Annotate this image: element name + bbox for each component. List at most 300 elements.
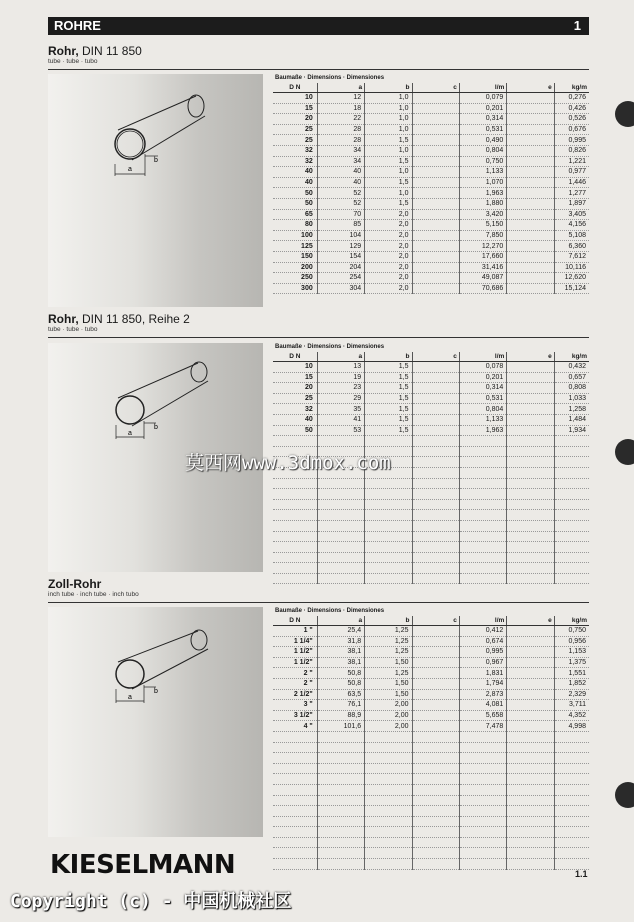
label-b: b — [154, 424, 158, 431]
table-cell — [507, 209, 554, 220]
table-row — [273, 859, 589, 870]
table-cell: 63,5 — [317, 689, 364, 700]
table-cell: 85 — [317, 220, 364, 231]
table-cell: 0,967 — [459, 657, 506, 668]
table-cell: 0,750 — [554, 626, 589, 637]
table-cell: 0,995 — [554, 135, 589, 146]
table-row — [273, 436, 589, 447]
table-cell: 2,00 — [365, 700, 412, 711]
table-cell: 49,087 — [459, 273, 506, 284]
table-cell — [412, 404, 459, 415]
section-din11850 — [48, 44, 589, 65]
table-cell — [507, 383, 554, 394]
table-cell: 88,9 — [317, 710, 364, 721]
table-cell: 0,078 — [459, 362, 506, 373]
table-cell — [554, 795, 589, 806]
table-cell: 104 — [317, 230, 364, 241]
table-cell: 3 1/2" — [273, 710, 317, 721]
table-cell — [273, 489, 317, 500]
table-cell — [459, 542, 506, 553]
table-cell — [554, 446, 589, 457]
table-cell — [317, 837, 364, 848]
table-cell: 12,620 — [554, 273, 589, 284]
table-cell — [273, 742, 317, 753]
table-cell: 13 — [317, 362, 364, 373]
page-number: 1 — [573, 18, 581, 33]
table-cell: 200 — [273, 262, 317, 273]
table-cell: 53 — [317, 425, 364, 436]
table-cell — [507, 467, 554, 478]
table-cell — [507, 647, 554, 658]
table-cell — [507, 806, 554, 817]
table-cell — [365, 795, 412, 806]
table-cell: 18 — [317, 103, 364, 114]
table-cell — [273, 542, 317, 553]
table-cell: 1,963 — [459, 188, 506, 199]
table-cell: 250 — [273, 273, 317, 284]
table-row — [273, 626, 589, 637]
table-cell — [507, 446, 554, 457]
table-cell — [317, 859, 364, 870]
column-header: e — [507, 616, 554, 626]
table-cell: 50 — [273, 188, 317, 199]
table-cell: 0,750 — [459, 156, 506, 167]
table-cell: 50 — [273, 425, 317, 436]
table-cell — [507, 393, 554, 404]
table-row — [273, 393, 589, 404]
table-cell — [365, 552, 412, 563]
table-row — [273, 816, 589, 827]
table-cell — [365, 848, 412, 859]
table-row — [273, 774, 589, 785]
table-cell: 70,686 — [459, 283, 506, 294]
table-cell — [507, 177, 554, 188]
table-cell — [507, 124, 554, 135]
table-cell — [273, 520, 317, 531]
table-cell — [507, 774, 554, 785]
divider — [48, 602, 589, 603]
column-header: c — [412, 83, 459, 93]
table-cell: 15 — [273, 103, 317, 114]
table-cell — [317, 784, 364, 795]
table-cell — [273, 784, 317, 795]
table-cell: 32 — [273, 404, 317, 415]
table-row — [273, 383, 589, 394]
table-cell: 10,116 — [554, 262, 589, 273]
table-row — [273, 188, 589, 199]
table-cell: 10 — [273, 93, 317, 104]
table-cell — [507, 657, 554, 668]
column-header: b — [365, 616, 412, 626]
table-cell — [273, 531, 317, 542]
table-cell — [412, 742, 459, 753]
table-cell: 40 — [317, 167, 364, 178]
table-cell — [412, 124, 459, 135]
table-cell: 25 — [273, 393, 317, 404]
table-row — [273, 731, 589, 742]
table-cell — [412, 103, 459, 114]
table-cell: 4 " — [273, 721, 317, 732]
table-cell — [273, 499, 317, 510]
table-row — [273, 827, 589, 838]
table-cell: 1 1/2" — [273, 647, 317, 658]
table-cell: 1,0 — [365, 103, 412, 114]
divider — [48, 337, 589, 338]
column-header: e — [507, 352, 554, 362]
table-cell — [412, 563, 459, 574]
table-cell — [459, 520, 506, 531]
table-row — [273, 93, 589, 104]
table-cell: 0,201 — [459, 372, 506, 383]
table-cell — [412, 436, 459, 447]
column-header: a — [317, 83, 364, 93]
table-cell — [507, 678, 554, 689]
table-cell — [273, 753, 317, 764]
table-cell: 25 — [273, 124, 317, 135]
label-a: a — [128, 430, 132, 437]
table-row — [273, 273, 589, 284]
table-cell: 129 — [317, 241, 364, 252]
table-cell — [412, 636, 459, 647]
table-cell — [507, 145, 554, 156]
column-header: kg/m — [554, 83, 589, 93]
table-cell: 1,5 — [365, 156, 412, 167]
table-cell: 1,794 — [459, 678, 506, 689]
table-cell: 65 — [273, 209, 317, 220]
table-cell: 1,5 — [365, 425, 412, 436]
table-cell — [412, 262, 459, 273]
punch-hole — [615, 101, 634, 127]
table-cell — [554, 774, 589, 785]
table-cell: 1,153 — [554, 647, 589, 658]
table-cell: 5,108 — [554, 230, 589, 241]
table-row — [273, 795, 589, 806]
table-cell: 1,258 — [554, 404, 589, 415]
table-cell — [554, 510, 589, 521]
column-header: D N — [273, 83, 317, 93]
table-cell: 204 — [317, 262, 364, 273]
table-cell: 100 — [273, 230, 317, 241]
table-cell — [507, 542, 554, 553]
table-row — [273, 478, 589, 489]
table-cell: 7,850 — [459, 230, 506, 241]
table-cell — [365, 478, 412, 489]
table-cell — [507, 816, 554, 827]
table-cell — [365, 499, 412, 510]
table-row — [273, 520, 589, 531]
table-cell: 1,5 — [365, 393, 412, 404]
table-cell: 3,420 — [459, 209, 506, 220]
table-cell: 2,0 — [365, 273, 412, 284]
table-cell — [507, 710, 554, 721]
table-cell — [365, 816, 412, 827]
table-row — [273, 784, 589, 795]
table-row — [273, 563, 589, 574]
table-cell — [554, 520, 589, 531]
table-cell — [317, 552, 364, 563]
table-cell: 32 — [273, 145, 317, 156]
table-cell — [317, 774, 364, 785]
table-cell — [412, 816, 459, 827]
table-cell — [507, 837, 554, 848]
table-cell — [412, 531, 459, 542]
table-cell — [459, 531, 506, 542]
table-cell — [554, 763, 589, 774]
table-cell — [317, 753, 364, 764]
table-cell — [317, 563, 364, 574]
table-cell — [412, 457, 459, 468]
table-row — [273, 124, 589, 135]
table-cell: 150 — [273, 251, 317, 262]
table-cell: 52 — [317, 198, 364, 209]
table-cell — [507, 362, 554, 373]
table-cell: 2 1/2" — [273, 689, 317, 700]
table-cell — [459, 763, 506, 774]
table-row — [273, 499, 589, 510]
table-cell: 40 — [317, 177, 364, 188]
table-cell: 1,133 — [459, 414, 506, 425]
table-cell: 80 — [273, 220, 317, 231]
table-row — [273, 220, 589, 231]
table-row — [273, 763, 589, 774]
table-cell — [459, 457, 506, 468]
table-cell: 1,5 — [365, 362, 412, 373]
table-cell — [554, 859, 589, 870]
table-cell — [412, 177, 459, 188]
table-cell — [507, 626, 554, 637]
table-cell — [412, 467, 459, 478]
table-cell — [317, 499, 364, 510]
table-cell: 2,0 — [365, 209, 412, 220]
table-cell — [554, 827, 589, 838]
table-cell — [412, 647, 459, 658]
table-cell — [317, 510, 364, 521]
table-cell — [273, 763, 317, 774]
table-cell: 50 — [273, 198, 317, 209]
table-cell — [507, 763, 554, 774]
section-title: Rohr, DIN 11 850, Reihe 2 — [48, 312, 190, 326]
table-row — [273, 510, 589, 521]
table-cell — [507, 848, 554, 859]
table-cell — [507, 510, 554, 521]
table-cell: 0,804 — [459, 404, 506, 415]
table-row — [273, 251, 589, 262]
table-cell — [554, 552, 589, 563]
table-cell — [459, 774, 506, 785]
table-cell: 1,0 — [365, 114, 412, 125]
table-cell: 15 — [273, 372, 317, 383]
table-cell — [412, 520, 459, 531]
table-cell: 1,50 — [365, 678, 412, 689]
table-cell: 2 " — [273, 678, 317, 689]
column-header: D N — [273, 616, 317, 626]
table-cell — [317, 478, 364, 489]
table-row — [273, 425, 589, 436]
table-cell — [365, 520, 412, 531]
table-row — [273, 230, 589, 241]
table-cell — [317, 731, 364, 742]
table-cell: 1,963 — [459, 425, 506, 436]
table-row — [273, 198, 589, 209]
table-cell — [507, 251, 554, 262]
tube-drawing — [48, 607, 263, 837]
table-cell — [273, 816, 317, 827]
table-cell: 28 — [317, 124, 364, 135]
table-row — [273, 489, 589, 500]
column-header: kg/m — [554, 616, 589, 626]
table-cell — [507, 668, 554, 679]
column-header: b — [365, 352, 412, 362]
table-row — [273, 753, 589, 764]
divider — [48, 69, 589, 70]
table-cell — [273, 731, 317, 742]
table-cell: 0,995 — [459, 647, 506, 658]
table-cell — [507, 425, 554, 436]
table-cell — [554, 531, 589, 542]
table-cell: 1,0 — [365, 93, 412, 104]
page-title: ROHRE — [54, 18, 101, 33]
table-cell — [412, 93, 459, 104]
table-cell — [365, 784, 412, 795]
table-cell — [459, 489, 506, 500]
table-cell — [554, 489, 589, 500]
table-cell: 2,0 — [365, 230, 412, 241]
table-cell — [554, 563, 589, 574]
table-cell: 1,033 — [554, 393, 589, 404]
table-cell — [365, 731, 412, 742]
table-cell: 1,484 — [554, 414, 589, 425]
table-cell — [507, 689, 554, 700]
table-cell — [412, 710, 459, 721]
table-cell — [412, 156, 459, 167]
table-cell — [412, 489, 459, 500]
table-cell — [554, 784, 589, 795]
table-cell — [412, 499, 459, 510]
table-cell: 304 — [317, 283, 364, 294]
table-cell: 2,873 — [459, 689, 506, 700]
table-cell — [317, 542, 364, 553]
table-cell — [554, 436, 589, 447]
table-cell: 1,133 — [459, 167, 506, 178]
table-row — [273, 710, 589, 721]
table-cell: 40 — [273, 414, 317, 425]
table-cell: 1,5 — [365, 198, 412, 209]
table-cell: 1,831 — [459, 668, 506, 679]
column-header: l/m — [459, 616, 506, 626]
table-row — [273, 806, 589, 817]
table-row — [273, 848, 589, 859]
table-cell — [273, 837, 317, 848]
table-cell — [459, 837, 506, 848]
table-cell — [273, 478, 317, 489]
table-row — [273, 414, 589, 425]
table-cell — [412, 542, 459, 553]
table-row — [273, 404, 589, 415]
table-cell: 0,276 — [554, 93, 589, 104]
table-cell — [365, 753, 412, 764]
table-cell — [273, 827, 317, 838]
table-cell — [365, 436, 412, 447]
table-cell: 1,375 — [554, 657, 589, 668]
table-cell — [459, 446, 506, 457]
table-cell — [507, 188, 554, 199]
table-cell: 3,405 — [554, 209, 589, 220]
section-title: Rohr, DIN 11 850 — [48, 44, 142, 58]
table-cell — [507, 731, 554, 742]
table-cell — [412, 763, 459, 774]
label-a: a — [128, 694, 132, 701]
table-cell — [507, 489, 554, 500]
table-cell — [273, 848, 317, 859]
table-cell: 32 — [273, 156, 317, 167]
table-cell — [412, 198, 459, 209]
table-cell: 254 — [317, 273, 364, 284]
table-row — [273, 657, 589, 668]
table-row — [273, 262, 589, 273]
footer-page-number: 1.1 — [575, 869, 588, 879]
table-cell — [317, 795, 364, 806]
table-cell: 1,25 — [365, 647, 412, 658]
table-cell: 0,826 — [554, 145, 589, 156]
table-cell — [459, 510, 506, 521]
table-cell — [273, 774, 317, 785]
table-cell — [365, 510, 412, 521]
table-cell: 10 — [273, 362, 317, 373]
table-cell — [412, 626, 459, 637]
table-row — [273, 647, 589, 658]
table-cell: 17,660 — [459, 251, 506, 262]
table-cell — [273, 795, 317, 806]
section-title: Zoll-Rohr — [48, 577, 102, 591]
table-cell — [507, 93, 554, 104]
label-b: b — [154, 157, 158, 164]
table-cell — [365, 763, 412, 774]
section-subtitle: inch tube · inch tube · inch tubo — [48, 591, 139, 598]
table-cell: 1 1/4" — [273, 636, 317, 647]
table-row — [273, 372, 589, 383]
table-cell — [459, 795, 506, 806]
table-cell — [412, 145, 459, 156]
table-cell: 1,5 — [365, 135, 412, 146]
table-cell: 0,676 — [554, 124, 589, 135]
table-cell: 6,360 — [554, 241, 589, 252]
table-cell — [459, 731, 506, 742]
table-row — [273, 114, 589, 125]
table-cell: 34 — [317, 156, 364, 167]
table-cell — [412, 478, 459, 489]
table-cell — [459, 478, 506, 489]
section-din11850-reihe2 — [48, 312, 589, 333]
table-cell — [554, 816, 589, 827]
table-cell — [412, 510, 459, 521]
kieselmann-logo: KIESELMANN — [50, 850, 236, 880]
table-cell: 0,079 — [459, 93, 506, 104]
table-cell — [507, 636, 554, 647]
header-bar — [48, 17, 589, 35]
table-row — [273, 531, 589, 542]
table-cell — [273, 436, 317, 447]
table-cell: 2,00 — [365, 710, 412, 721]
table-row — [273, 700, 589, 711]
table-cell: 0,657 — [554, 372, 589, 383]
table-cell — [317, 763, 364, 774]
table-row — [273, 721, 589, 732]
table-cell — [317, 436, 364, 447]
table-cell — [554, 753, 589, 764]
table-cell — [317, 827, 364, 838]
table-cell — [459, 753, 506, 764]
table-cell: 23 — [317, 383, 364, 394]
